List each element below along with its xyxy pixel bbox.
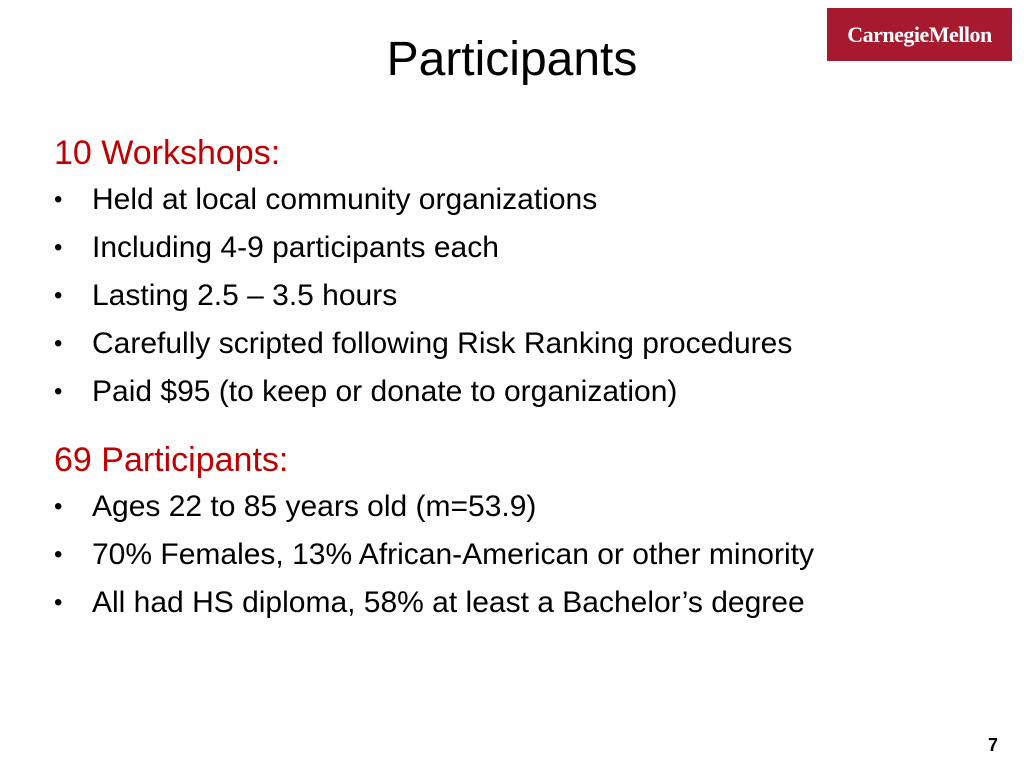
list-item-text: All had HS diploma, 58% at least a Bachelor’s degree bbox=[92, 586, 805, 619]
list-item bbox=[54, 579, 1004, 627]
list-item bbox=[54, 483, 1004, 531]
list-item-text: Ages 22 to 85 years old (m=53.9) bbox=[92, 490, 537, 523]
list-item bbox=[54, 320, 1004, 368]
bullet-icon: • bbox=[54, 186, 63, 213]
list-item-text: Lasting 2.5 – 3.5 hours bbox=[92, 279, 398, 312]
list-item bbox=[54, 368, 1004, 416]
list-item-text: Paid $95 (to keep or donate to organization) bbox=[92, 375, 678, 408]
bullet-icon: • bbox=[54, 330, 63, 357]
list-item bbox=[54, 531, 1004, 579]
workshops-section bbox=[54, 130, 1004, 416]
bullet-icon: • bbox=[54, 378, 63, 405]
list-item-text: Including 4-9 participants each bbox=[92, 231, 499, 264]
workshops-list bbox=[54, 176, 1004, 416]
workshops-heading: 10 Workshops: bbox=[54, 134, 281, 172]
list-item bbox=[54, 272, 1004, 320]
bullet-icon: • bbox=[54, 234, 63, 261]
list-item-text: Carefully scripted following Risk Ranking procedures bbox=[92, 327, 793, 360]
bullet-icon: • bbox=[54, 589, 63, 616]
list-item bbox=[54, 176, 1004, 224]
list-item bbox=[54, 224, 1004, 272]
list-item-text: Held at local community organizations bbox=[92, 183, 598, 216]
participants-list bbox=[54, 483, 1004, 627]
bullet-icon: • bbox=[54, 282, 63, 309]
slide-title: Participants bbox=[386, 33, 638, 86]
participants-heading: 69 Participants: bbox=[54, 441, 289, 479]
logo-text: CarnegieMellon bbox=[847, 21, 992, 47]
page-number: 7 bbox=[987, 735, 998, 755]
bullet-icon: • bbox=[54, 541, 63, 568]
bullet-icon: • bbox=[54, 493, 63, 520]
participants-section bbox=[54, 437, 1004, 627]
list-item-text: 70% Females, 13% African-American or other minority bbox=[92, 538, 814, 571]
